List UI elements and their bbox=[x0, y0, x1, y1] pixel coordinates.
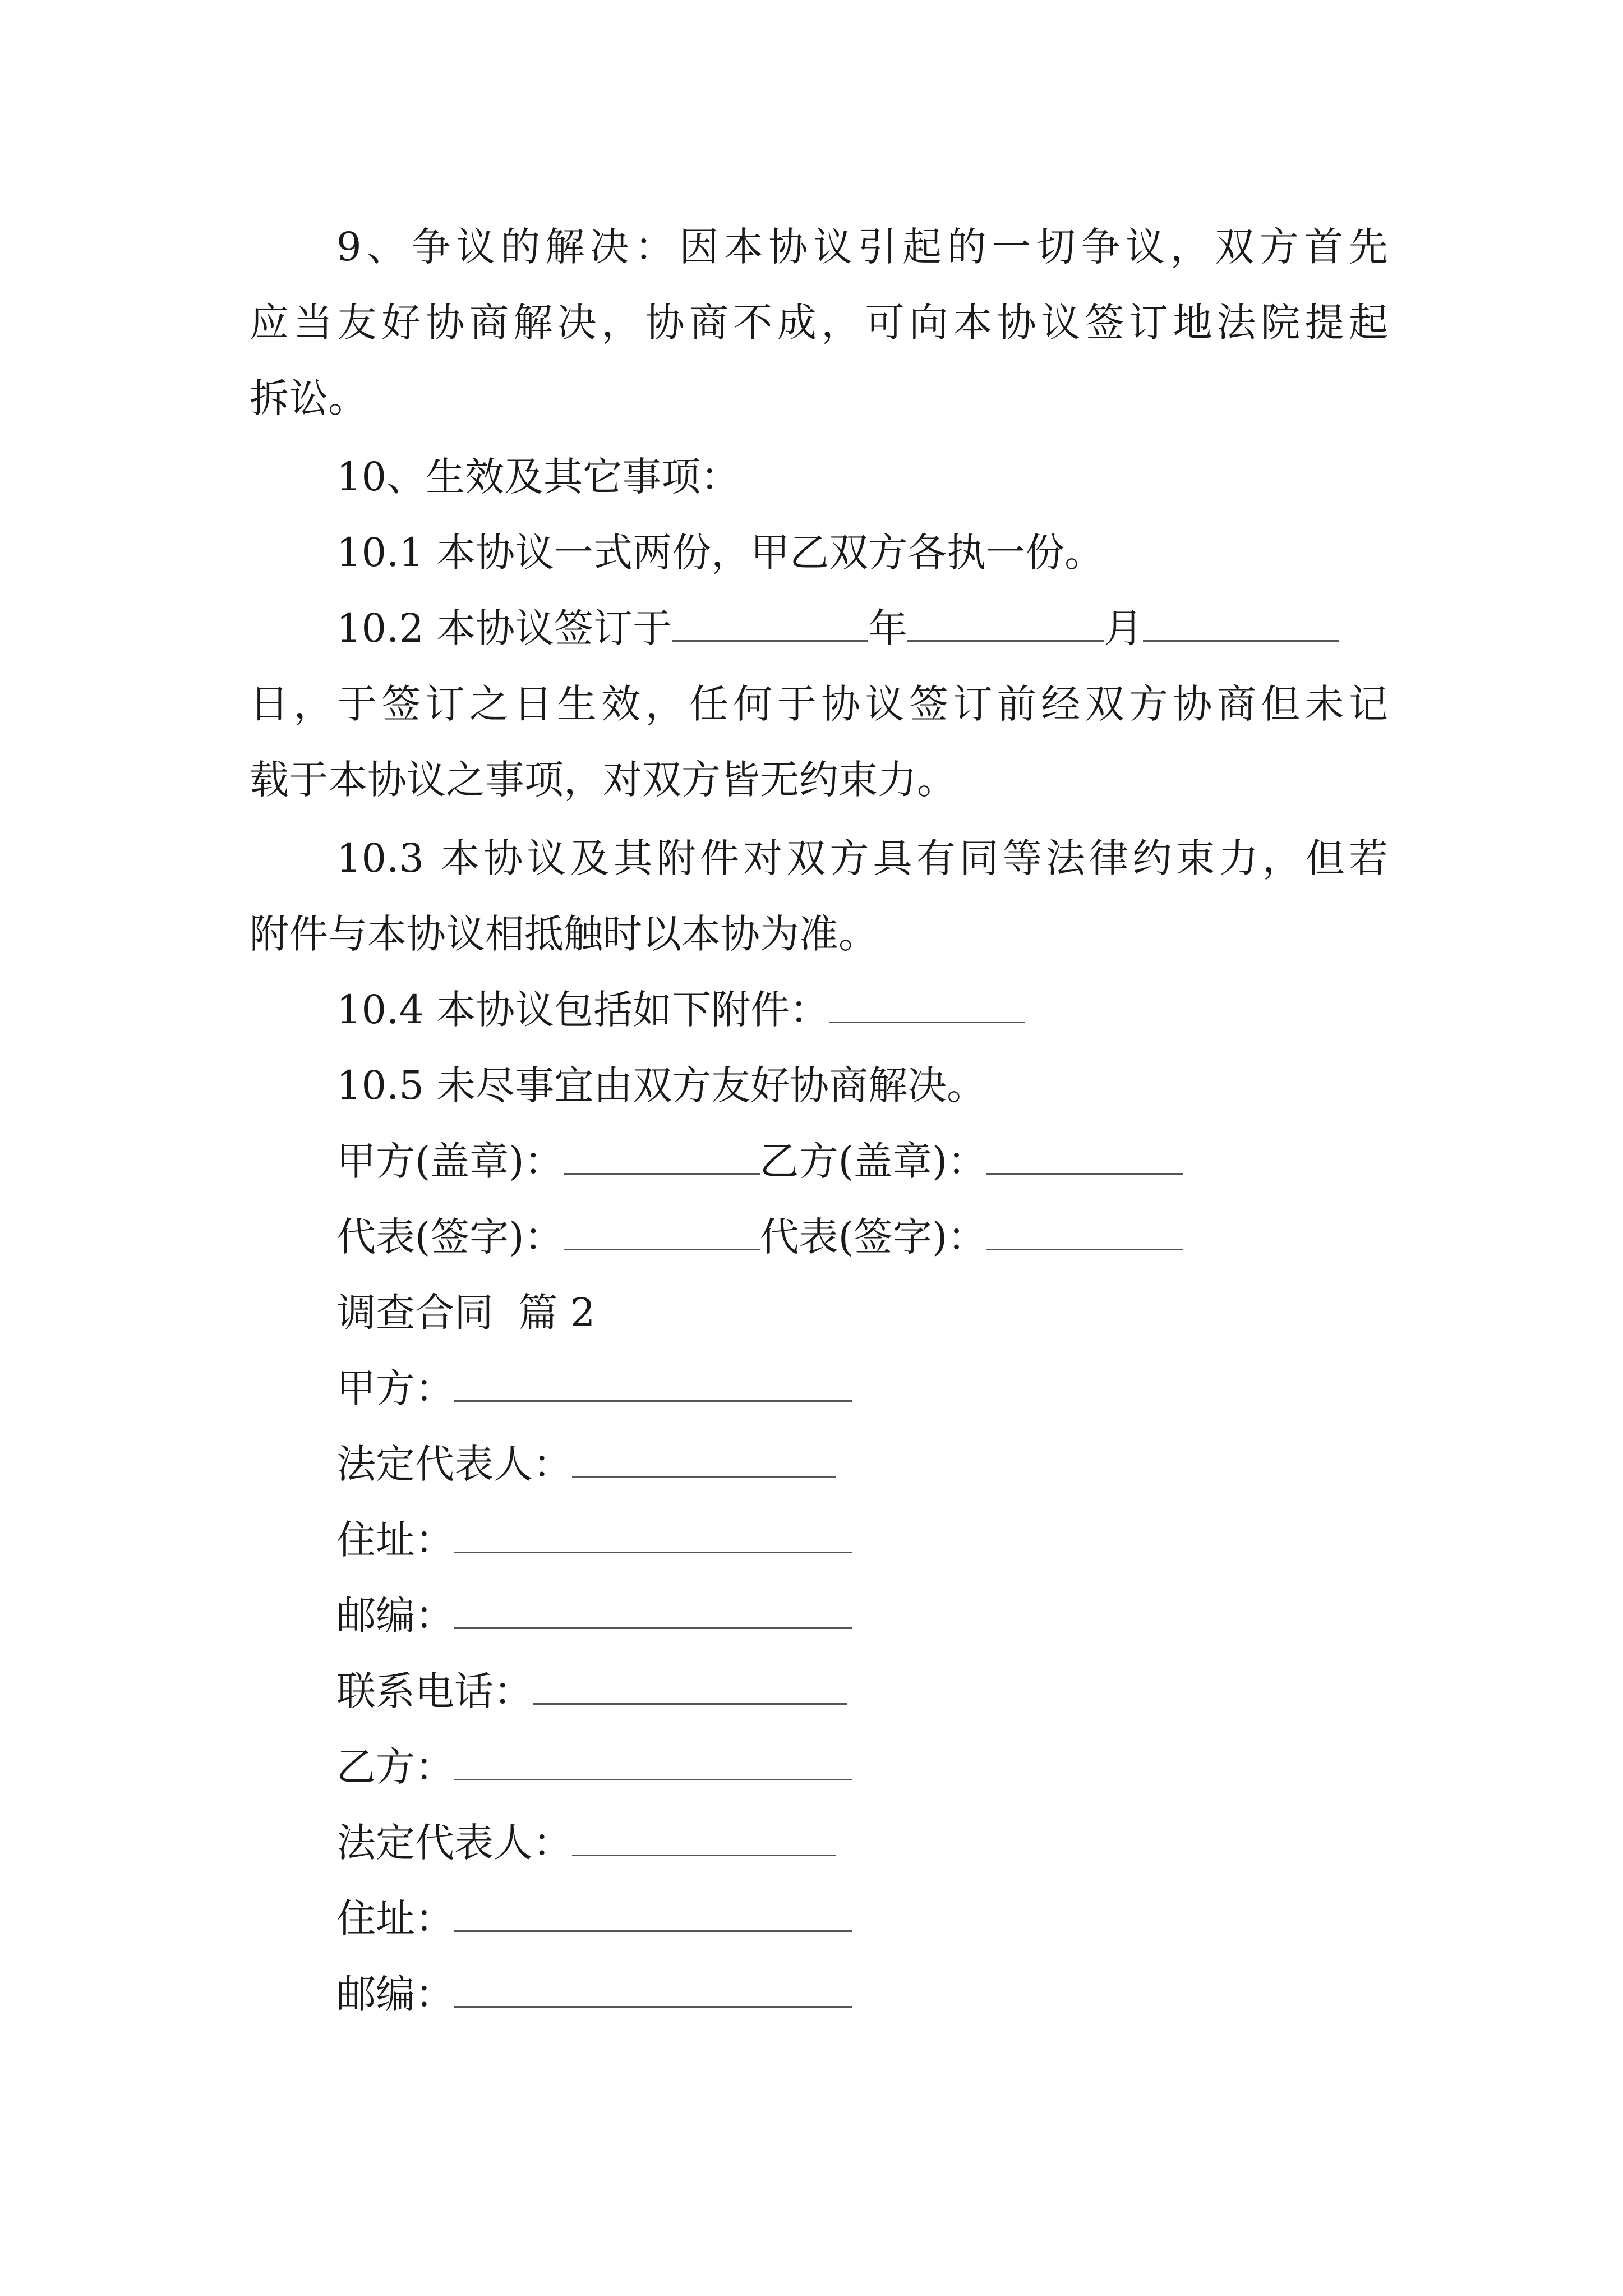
party-a-seal-label: 甲方(盖章)： bbox=[336, 1138, 564, 1184]
party-b-label: 乙方： bbox=[336, 1744, 454, 1790]
clause-10-2-line-1 bbox=[336, 600, 1339, 656]
month-blank[interactable] bbox=[907, 601, 1104, 642]
party-b-seal-blank[interactable] bbox=[986, 1134, 1183, 1175]
clause-10-heading: 10、生效及其它事项： bbox=[336, 454, 740, 500]
day-blank[interactable] bbox=[1143, 601, 1339, 642]
address-a-label: 住址： bbox=[336, 1517, 454, 1563]
party-a-seal-blank[interactable] bbox=[564, 1134, 760, 1175]
rep-a-sign-blank[interactable] bbox=[564, 1209, 760, 1250]
address-b-blank[interactable] bbox=[454, 1891, 852, 1932]
postcode-b-row bbox=[336, 1966, 852, 2022]
legal-rep-b-row bbox=[336, 1815, 836, 1871]
address-a-blank[interactable] bbox=[454, 1512, 852, 1553]
clause-10-4 bbox=[336, 982, 1025, 1038]
rep-b-sign-blank[interactable] bbox=[986, 1209, 1183, 1250]
clause-9-line-3: 拆讼。 bbox=[250, 375, 367, 421]
seal-line bbox=[336, 1133, 1183, 1189]
postcode-b-blank[interactable] bbox=[454, 1967, 852, 2008]
party-a-label: 甲方： bbox=[336, 1365, 454, 1411]
postcode-a-label: 邮编： bbox=[336, 1593, 454, 1639]
clause-10-3-line-1: 10.3 本协议及其附件对双方具有同等法律约束力，但若 bbox=[336, 835, 1388, 881]
sign-line bbox=[336, 1209, 1183, 1265]
year-label: 年 bbox=[868, 605, 908, 651]
clause-9-line-2: 应当友好协商解决，协商不成，可向本协议签订地法院提起 bbox=[250, 300, 1388, 346]
rep-a-sign-label: 代表(签字)： bbox=[336, 1214, 564, 1260]
party-a-blank[interactable] bbox=[454, 1361, 852, 1402]
clause-9-line-1: 9、争议的解决：因本协议引起的一切争议，双方首先 bbox=[336, 224, 1388, 270]
postcode-a-row bbox=[336, 1588, 852, 1644]
legal-rep-a-row bbox=[336, 1436, 836, 1492]
clause-10-2-line-2: 日，于签订之日生效，任何于协议签订前经双方协商但未记 bbox=[250, 681, 1388, 727]
legal-rep-b-blank[interactable] bbox=[572, 1815, 836, 1856]
phone-a-row bbox=[336, 1663, 847, 1719]
clause-10-4-text: 10.4 本协议包括如下附件： bbox=[336, 987, 829, 1033]
rep-b-sign-label: 代表(签字)： bbox=[759, 1214, 987, 1260]
clause-10-2-prefix: 10.2 本协议签订于 bbox=[336, 605, 672, 651]
clause-10-5: 10.5 未尽事宜由双方友好协商解决。 bbox=[336, 1062, 986, 1108]
phone-a-blank[interactable] bbox=[533, 1664, 847, 1705]
legal-rep-a-label: 法定代表人： bbox=[336, 1441, 572, 1487]
phone-a-label: 联系电话： bbox=[336, 1668, 533, 1714]
party-a-row bbox=[336, 1360, 852, 1416]
attachment-blank[interactable] bbox=[829, 982, 1025, 1023]
clause-10-1: 10.1 本协议一式两份，甲乙双方各执一份。 bbox=[336, 530, 1104, 576]
clause-10-2-line-3: 载于本协议之事项，对双方皆无约束力。 bbox=[250, 757, 956, 803]
address-b-row bbox=[336, 1890, 852, 1947]
year-blank[interactable] bbox=[672, 601, 868, 642]
address-b-label: 住址： bbox=[336, 1895, 454, 1941]
contract-2-title: 调查合同 篇 2 bbox=[336, 1290, 596, 1336]
party-b-blank[interactable] bbox=[454, 1740, 852, 1780]
party-b-row bbox=[336, 1739, 852, 1795]
address-a-row bbox=[336, 1512, 852, 1568]
postcode-b-label: 邮编： bbox=[336, 1971, 454, 2017]
clause-10-3-line-2: 附件与本协议相抵触时以本协为准。 bbox=[250, 911, 878, 957]
legal-rep-a-blank[interactable] bbox=[572, 1437, 836, 1478]
legal-rep-b-label: 法定代表人： bbox=[336, 1820, 572, 1866]
month-label: 月 bbox=[1104, 605, 1144, 651]
postcode-a-blank[interactable] bbox=[454, 1588, 852, 1629]
party-b-seal-label: 乙方(盖章)： bbox=[759, 1138, 987, 1184]
